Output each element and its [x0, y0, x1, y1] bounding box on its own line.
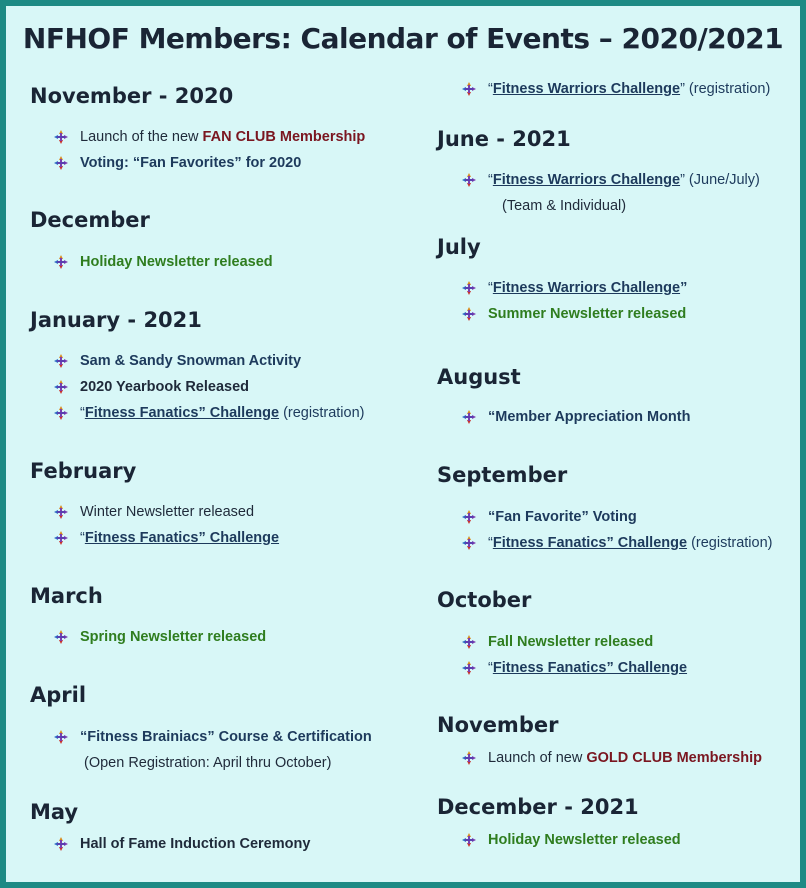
- four-arrow-bullet-icon: [462, 307, 476, 321]
- list-item: [54, 836, 310, 852]
- item-text: Hall of Fame Induction Ceremony: [80, 836, 311, 852]
- four-arrow-bullet-icon: [462, 173, 476, 187]
- item-text: Holiday Newsletter released: [488, 832, 681, 848]
- list-item: [54, 729, 372, 745]
- four-arrow-bullet-icon: [54, 730, 68, 744]
- list-item: [462, 280, 687, 296]
- four-arrow-bullet-icon: [462, 635, 476, 649]
- item-text: Sam & Sandy Snowman Activity: [80, 353, 302, 369]
- item-text: Launch of the new: [80, 129, 203, 145]
- four-arrow-bullet-icon: [54, 505, 68, 519]
- item-text: “Fan Favorite” Voting: [488, 509, 637, 525]
- fitness-warriors-link[interactable]: Fitness Warriors Challenge: [492, 280, 681, 296]
- four-arrow-bullet-icon: [54, 837, 68, 851]
- four-arrow-bullet-icon: [462, 281, 476, 295]
- item-quote: “: [488, 81, 493, 97]
- list-item: [462, 832, 681, 848]
- list-item: [462, 509, 637, 525]
- list-item: [54, 129, 365, 145]
- item-text: Voting: “Fan Favorites” for 2020: [80, 155, 302, 171]
- heading-may: May: [30, 800, 79, 824]
- item-quote: “: [488, 660, 493, 676]
- list-item: [54, 379, 249, 395]
- item-text: ” (June/July): [680, 172, 760, 188]
- four-arrow-bullet-icon: [54, 354, 68, 368]
- item-text: Launch of new: [488, 750, 587, 766]
- list-item: [54, 405, 364, 421]
- item-quote: “: [80, 530, 85, 546]
- list-item: [54, 254, 273, 270]
- four-arrow-bullet-icon: [54, 255, 68, 269]
- calendar-panel: [6, 6, 800, 882]
- list-item: [462, 634, 653, 650]
- list-item: [54, 530, 279, 546]
- heading-november-2020: November - 2020: [30, 84, 234, 108]
- item-text: ” (registration): [680, 81, 771, 97]
- item-highlight: FAN CLUB Membership: [202, 129, 366, 145]
- fitness-fanatics-link[interactable]: Fitness Fanatics” Challenge: [84, 530, 280, 546]
- heading-november: November: [437, 713, 559, 737]
- item-text: Spring Newsletter released: [80, 629, 267, 645]
- item-text: Winter Newsletter released: [80, 504, 255, 520]
- item-text: “Member Appreciation Month: [488, 409, 691, 425]
- four-arrow-bullet-icon: [462, 661, 476, 675]
- four-arrow-bullet-icon: [54, 630, 68, 644]
- item-text: (registration): [279, 405, 365, 421]
- four-arrow-bullet-icon: [54, 531, 68, 545]
- item-quote: “: [488, 172, 493, 188]
- heading-october: October: [437, 588, 532, 612]
- heading-march: March: [30, 584, 103, 608]
- list-item: [54, 504, 254, 520]
- heading-january-2021: January - 2021: [30, 308, 202, 332]
- four-arrow-bullet-icon: [462, 410, 476, 424]
- four-arrow-bullet-icon: [54, 130, 68, 144]
- heading-august: August: [437, 365, 521, 389]
- list-item: [54, 155, 301, 171]
- four-arrow-bullet-icon: [462, 833, 476, 847]
- fitness-warriors-link[interactable]: Fitness Warriors Challenge: [492, 81, 681, 97]
- list-item: [54, 629, 266, 645]
- four-arrow-bullet-icon: [54, 406, 68, 420]
- item-text: 2020 Yearbook Released: [80, 379, 250, 395]
- heading-september: September: [437, 463, 568, 487]
- heading-february: February: [30, 459, 137, 483]
- four-arrow-bullet-icon: [54, 380, 68, 394]
- list-item: [54, 353, 301, 369]
- heading-december-2021: December - 2021: [437, 795, 639, 819]
- fitness-fanatics-link[interactable]: Fitness Fanatics” Challenge: [84, 405, 280, 421]
- heading-april: April: [30, 683, 87, 707]
- item-subtext: (Open Registration: April thru October): [84, 755, 332, 771]
- fitness-fanatics-link[interactable]: Fitness Fanatics” Challenge: [492, 535, 688, 551]
- fitness-warriors-link[interactable]: Fitness Warriors Challenge: [492, 172, 681, 188]
- item-subtext: (Team & Individual): [502, 198, 627, 214]
- four-arrow-bullet-icon: [462, 751, 476, 765]
- list-item: [462, 81, 770, 97]
- list-item: [462, 750, 762, 766]
- item-text: (registration): [687, 535, 773, 551]
- item-quote: “: [80, 405, 85, 421]
- list-item: [462, 535, 772, 551]
- item-text: Holiday Newsletter released: [80, 254, 273, 270]
- four-arrow-bullet-icon: [54, 156, 68, 170]
- item-highlight: GOLD CLUB Membership: [586, 750, 762, 766]
- item-text: ”: [680, 280, 688, 296]
- list-item: [462, 172, 760, 188]
- four-arrow-bullet-icon: [462, 536, 476, 550]
- item-text: Summer Newsletter released: [488, 306, 687, 322]
- fitness-fanatics-link[interactable]: Fitness Fanatics” Challenge: [492, 660, 688, 676]
- page-title: NFHOF Members: Calendar of Events – 2020/2021: [22, 22, 784, 55]
- heading-july: July: [437, 235, 481, 259]
- heading-june-2021: June - 2021: [437, 127, 571, 151]
- item-quote: “: [488, 535, 493, 551]
- list-item: [462, 660, 687, 676]
- item-text: “Fitness Brainiacs” Course & Certification: [80, 729, 372, 745]
- list-item: [462, 409, 690, 425]
- four-arrow-bullet-icon: [462, 510, 476, 524]
- item-quote: “: [488, 280, 493, 296]
- four-arrow-bullet-icon: [462, 82, 476, 96]
- item-text: Fall Newsletter released: [488, 634, 654, 650]
- heading-december: December: [30, 208, 150, 232]
- list-item: [462, 306, 686, 322]
